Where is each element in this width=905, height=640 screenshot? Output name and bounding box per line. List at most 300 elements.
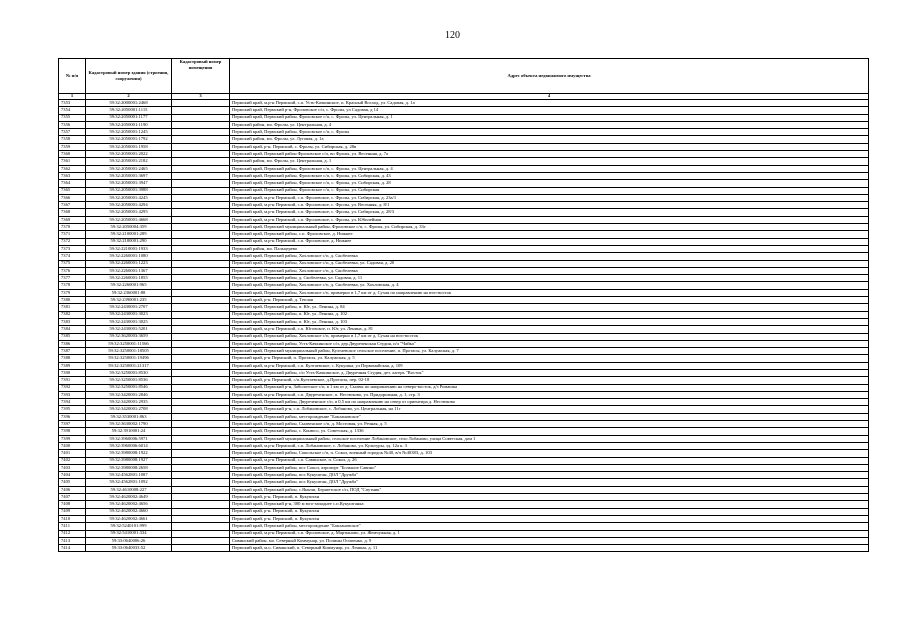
building-cadastral-number: 59:32:3250001:18505 <box>86 348 172 355</box>
building-cadastral-number: 59:32:2050001:1958 <box>86 143 172 150</box>
building-cadastral-number: 59:32:2050001:1177 <box>86 114 172 121</box>
property-address: Пермский край, р-н. Пермский, п. Кукуштан <box>230 515 869 522</box>
premises-cadastral-number <box>172 355 230 362</box>
building-cadastral-number: 59:32:3960006:6014 <box>86 442 172 449</box>
building-cadastral-number: 59:32:2000001:2468 <box>86 100 172 107</box>
property-address: Пермский край, м.р-н Пермский, с.п. Усть-Качкинское, п. Красный Восход, ул. Садовая, д. 1а <box>230 100 869 107</box>
premises-cadastral-number <box>172 202 230 209</box>
premises-cadastral-number <box>172 340 230 347</box>
building-cadastral-number: 59:32:3910001:24 <box>86 428 172 435</box>
premises-cadastral-number <box>172 121 230 128</box>
table-row <box>59 260 869 267</box>
column-number: 4 <box>230 94 869 100</box>
premises-cadastral-number <box>172 136 230 143</box>
table-row <box>59 530 869 537</box>
property-address: Пермский край, Пермский район, Хохловское с/п, д. Скобелевка <box>230 253 869 260</box>
row-number: 7372 <box>59 238 86 245</box>
premises-cadastral-number <box>172 194 230 201</box>
building-cadastral-number: 59:32:3960006:5971 <box>86 435 172 442</box>
row-number: 7393 <box>59 391 86 398</box>
header-number: № п/п <box>59 59 86 94</box>
building-cadastral-number: 59:32:4620002:4656 <box>86 501 172 508</box>
property-address: Пермский край, р-н. Пермский, д. Теплая <box>230 297 869 304</box>
table-row <box>59 107 869 114</box>
row-number: 7407 <box>59 494 86 501</box>
row-number: 7404 <box>59 472 86 479</box>
row-number: 7368 <box>59 209 86 216</box>
row-number: 7379 <box>59 289 86 296</box>
row-number: 7361 <box>59 158 86 165</box>
register-rows <box>59 100 869 552</box>
row-number: 7386 <box>59 340 86 347</box>
property-address: Пермский край, Пермский район, Усть-Качкинское с/п, дер.Двуреченская Студия, п/л "Чайка" <box>230 340 869 347</box>
table-row <box>59 479 869 486</box>
property-address: Пермский край, Пермский район, Хохловское с/п, д. Скобелевка <box>230 267 869 274</box>
building-cadastral-number: 59:32:2050001:2182 <box>86 158 172 165</box>
row-number: 7358 <box>59 136 86 143</box>
building-cadastral-number: 59:32:2050001:3988 <box>86 187 172 194</box>
table-row <box>59 297 869 304</box>
table-row <box>59 180 869 187</box>
building-cadastral-number: 59:32:2050001:4245 <box>86 194 172 201</box>
table-row <box>59 136 869 143</box>
premises-cadastral-number <box>172 464 230 471</box>
table-row <box>59 523 869 530</box>
table-row <box>59 114 869 121</box>
premises-cadastral-number <box>172 304 230 311</box>
table-row <box>59 348 869 355</box>
premises-cadastral-number <box>172 231 230 238</box>
property-address: Пермский край, Пермский район Фроловское с/п, во Фролы, ул. Весенняя, д. 7а <box>230 151 869 158</box>
table-row <box>59 304 869 311</box>
table-row <box>59 340 869 347</box>
building-cadastral-number: 59:32:3250001:8546 <box>86 384 172 391</box>
row-number: 7385 <box>59 333 86 340</box>
row-number: 7390 <box>59 369 86 376</box>
property-address: Пермский край, Пермский район, с. Конюсо, ул. Советская, д. 1336 <box>230 428 869 435</box>
property-address: Пермский край, м.р-н Пермский, с.п. Савинское, п. Сокол, д. 26 <box>230 457 869 464</box>
premises-cadastral-number <box>172 297 230 304</box>
table-row <box>59 165 869 172</box>
property-address: Пермский край, Пермский муниципальный район, Фроловское с/п, с. Фролы, ул. Сибирская, д. 33г <box>230 224 869 231</box>
property-address: Пермский край, Пермский район, Хохловское с/п, примерно в 1,7 км от д. Сухая по направлению на юго-восток <box>230 289 869 296</box>
property-address: Пермский район, мо. Фролы, ул. Центральная, д. 4 <box>230 121 869 128</box>
table-row <box>59 202 869 209</box>
table-row <box>59 224 869 231</box>
table-row <box>59 158 869 165</box>
table-row <box>59 238 869 245</box>
row-number: 7373 <box>59 245 86 252</box>
row-number: 7388 <box>59 355 86 362</box>
premises-cadastral-number <box>172 369 230 376</box>
building-cadastral-number: 59:32:2050001:1190 <box>86 121 172 128</box>
row-number: 7398 <box>59 428 86 435</box>
row-number: 7353 <box>59 100 86 107</box>
building-cadastral-number: 59:32:3420001:2708 <box>86 406 172 413</box>
property-address: Пермский край, Пермский район, Сокольское с/п, п. Сокол, военный городок №40, в/ч №40383, д. 103 <box>230 450 869 457</box>
building-cadastral-number: 59:32:2050001:4668 <box>86 216 172 223</box>
row-number: 7367 <box>59 202 86 209</box>
table-row <box>59 362 869 369</box>
row-number: 7377 <box>59 275 86 282</box>
building-cadastral-number: 59:32:2260001:1223 <box>86 260 172 267</box>
table-row <box>59 253 869 260</box>
building-cadastral-number: 59:32:4620002:4649 <box>86 494 172 501</box>
table-row <box>59 377 869 384</box>
row-number: 7394 <box>59 399 86 406</box>
premises-cadastral-number <box>172 224 230 231</box>
table-row <box>59 369 869 376</box>
table-row <box>59 428 869 435</box>
property-address: Пермский край, Пермский район, Фроловское с/п, с. Фролы, ул. Сибирская <box>230 187 869 194</box>
property-address: Пермский край, Пермский район, п. Юг, ул. Ленина, д. 102 <box>230 311 869 318</box>
table-row <box>59 100 869 107</box>
row-number: 7391 <box>59 377 86 384</box>
premises-cadastral-number <box>172 362 230 369</box>
property-address: Пермский край, р-н Пермский, с/п.Култаевское, д.Протасы, пер. 02-18 <box>230 377 869 384</box>
column-number: 2 <box>86 94 172 100</box>
premises-cadastral-number <box>172 100 230 107</box>
row-number: 7356 <box>59 121 86 128</box>
row-number: 7411 <box>59 523 86 530</box>
building-cadastral-number: 59:32:4620002:4661 <box>86 515 172 522</box>
table-row <box>59 318 869 325</box>
property-address: Пермский край, м.о. Сивинский, п. Северный Коммунар, ул. Ленина, д. 11 <box>230 545 869 552</box>
premises-cadastral-number <box>172 413 230 420</box>
table-row <box>59 267 869 274</box>
premises-cadastral-number <box>172 311 230 318</box>
row-number: 7366 <box>59 194 86 201</box>
row-number: 7365 <box>59 187 86 194</box>
table-row <box>59 413 869 420</box>
building-cadastral-number: 59:32:3530001:863 <box>86 413 172 420</box>
property-address: Пермский район, мо. Пальцерево <box>230 245 869 252</box>
row-number: 7414 <box>59 545 86 552</box>
premises-cadastral-number <box>172 129 230 136</box>
property-address: Пермский край, Пермский район, Фроловское с/п, с. Фролы, ул. Центральная, д. 4 <box>230 165 869 172</box>
property-address: Пермский край, Пермский муниципальный район, Култаевское сельское поселение, п. Протасы, ул. Калужская, д. 7 <box>230 348 869 355</box>
table-row <box>59 326 869 333</box>
row-number: 7410 <box>59 515 86 522</box>
property-address: Пермский край, Пермский р-н, Заболотское с/п, в 1 км от д. Сылвы по направлению на северо-восток, д/з Ромашка <box>230 384 869 391</box>
premises-cadastral-number <box>172 253 230 260</box>
row-number: 7380 <box>59 297 86 304</box>
property-address: Пермский край, Пермский район, п. Юг, ул. Ленина, д. 103 <box>230 318 869 325</box>
table-row <box>59 391 869 398</box>
table-row <box>59 282 869 289</box>
building-cadastral-number: 59:32:2260001:1367 <box>86 267 172 274</box>
premises-cadastral-number <box>172 245 230 252</box>
building-cadastral-number: 59:32:2210001:1933 <box>86 245 172 252</box>
property-address: Пермский край, м.р-н Пермский, с.п. Фроловское, с. Фролы, ул. Весенняя, д. 8/1 <box>230 202 869 209</box>
row-number: 7362 <box>59 165 86 172</box>
table-row <box>59 384 869 391</box>
row-number: 7363 <box>59 172 86 179</box>
table-row <box>59 121 869 128</box>
property-address: Пермский край, м.р-н Пермский, с.п. Лобановское, с. Лобаново, ул. Культуры, зд. 12а к. 3 <box>230 442 869 449</box>
premises-cadastral-number <box>172 216 230 223</box>
table-row <box>59 450 869 457</box>
row-number: 7374 <box>59 253 86 260</box>
property-address: Пермский край, м.р-н Пермский, с.п. Фроловское, д. Нижнее <box>230 238 869 245</box>
premises-cadastral-number <box>172 260 230 267</box>
row-number: 7384 <box>59 326 86 333</box>
row-number: 7395 <box>59 406 86 413</box>
table-row <box>59 435 869 442</box>
building-cadastral-number: 59:33:0640006:26 <box>86 537 172 544</box>
row-number: 7409 <box>59 508 86 515</box>
building-cadastral-number: 59:32:2050001:2022 <box>86 151 172 158</box>
premises-cadastral-number <box>172 428 230 435</box>
row-number: 7371 <box>59 231 86 238</box>
row-number: 7360 <box>59 151 86 158</box>
building-cadastral-number: 59:32:3980008:2658 <box>86 464 172 471</box>
property-address: Пермский край, Пермский район, Фроловское с/п, с. Фролы, ул. Центральная, д. 1 <box>230 114 869 121</box>
property-address: Пермский край, Пермский район, Хохловское с/п, д. Скобелевка, ул. Садовая, д. 20 <box>230 260 869 267</box>
building-cadastral-number: 59:32:3420001:2846 <box>86 391 172 398</box>
row-number: 7355 <box>59 114 86 121</box>
building-cadastral-number: 59:32:5240101:999 <box>86 523 172 530</box>
property-address: Пермский край, Пермский район, месторождение "Баклановское" <box>230 413 869 420</box>
table-row <box>59 187 869 194</box>
property-address: Пермский край, Пермский район, пос Кукуштан, ДОЛ "Дружба" <box>230 479 869 486</box>
row-number: 7401 <box>59 450 86 457</box>
row-number: 7397 <box>59 421 86 428</box>
property-address: Пермский край, Пермский район, Хохловское с/п, примерно в 1,7 км от д. Сухая на юго-восток <box>230 333 869 340</box>
premises-cadastral-number <box>172 275 230 282</box>
row-number: 7396 <box>59 413 86 420</box>
premises-cadastral-number <box>172 479 230 486</box>
building-cadastral-number: 59:32:3250001:11566 <box>86 340 172 347</box>
property-address: Пермский край, Пермский р-н, с.п. Лобановское, с. Лобаново, ул. Центральная, на 11г <box>230 406 869 413</box>
premises-cadastral-number <box>172 391 230 398</box>
table-row <box>59 151 869 158</box>
premises-cadastral-number <box>172 508 230 515</box>
building-cadastral-number: 59:32:2050001:4295 <box>86 209 172 216</box>
property-address: Пермский край, р-н. Пермский, п. Кукуштан <box>230 508 869 515</box>
row-number: 7370 <box>59 224 86 231</box>
property-address: Пермский край, м.р-н Пермский, с.п. Двуреченское, п. Нестюково, ул. Придорожная, д. 1, стр. 3 <box>230 391 869 398</box>
table-row <box>59 537 869 544</box>
premises-cadastral-number <box>172 238 230 245</box>
premises-cadastral-number <box>172 326 230 333</box>
building-cadastral-number: 59:32:2050001:1792 <box>86 136 172 143</box>
table-row <box>59 172 869 179</box>
building-cadastral-number: 59:32:3250001:8536 <box>86 377 172 384</box>
table-row <box>59 442 869 449</box>
table-row <box>59 501 869 508</box>
table-row <box>59 143 869 150</box>
property-address: Пермский край, р-н. Пермский, п. Кукуштан <box>230 494 869 501</box>
premises-cadastral-number <box>172 377 230 384</box>
building-cadastral-number: 59:32:3980008:1922 <box>86 450 172 457</box>
premises-cadastral-number <box>172 537 230 544</box>
property-address: Пермский край, Пермский район, с.Янычи, Бершетское с/п, ПОД "Спутник" <box>230 486 869 493</box>
building-cadastral-number: 59:32:3250001:8530 <box>86 369 172 376</box>
premises-cadastral-number <box>172 107 230 114</box>
table-row <box>59 245 869 252</box>
row-number: 7381 <box>59 304 86 311</box>
building-cadastral-number: 59:32:3620003:3659 <box>86 333 172 340</box>
table-row <box>59 333 869 340</box>
premises-cadastral-number <box>172 158 230 165</box>
table-row <box>59 515 869 522</box>
premises-cadastral-number <box>172 114 230 121</box>
premises-cadastral-number <box>172 348 230 355</box>
row-number: 7359 <box>59 143 86 150</box>
row-number: 7413 <box>59 537 86 544</box>
table-row <box>59 494 869 501</box>
building-cadastral-number: 59:32:2050004:359 <box>86 224 172 231</box>
table-row <box>59 421 869 428</box>
row-number: 7400 <box>59 442 86 449</box>
table-row <box>59 311 869 318</box>
building-cadastral-number: 59:32:3980008:1927 <box>86 457 172 464</box>
property-address: Пермский край, Пермский район, Фроловское с/п, с. Фролы, ул. Сибирская, д. 43 <box>230 172 869 179</box>
table-row <box>59 289 869 296</box>
building-cadastral-number: 59:32:4562801:1087 <box>86 472 172 479</box>
page-number: 120 <box>445 30 460 41</box>
row-number: 7357 <box>59 129 86 136</box>
row-number: 7387 <box>59 348 86 355</box>
property-address: Пермский край, Пермский район, Фроловское с/п, с. Фролы, ул. Сибирская, д. 28 <box>230 180 869 187</box>
property-address: Пермский край, Пермский район, пос Кукуштан, ДОЛ "Дружба" <box>230 472 869 479</box>
property-address: Пермский край, Пермский район, Двуреченское с/п, в 0,5 км по направлению на север от ориентира д. Нестюково <box>230 399 869 406</box>
premises-cadastral-number <box>172 209 230 216</box>
premises-cadastral-number <box>172 523 230 530</box>
property-address: Пермский край, м.р-н Пермский, с.п. Фроловское, с. Фролы, ул. Сибирская, д. 28/3 <box>230 209 869 216</box>
row-number: 7403 <box>59 464 86 471</box>
property-address: Пермский край, Пермский район, пос Сокол, аэропорт "Большое Савино" <box>230 464 869 471</box>
table-row <box>59 355 869 362</box>
building-cadastral-number: 59:32:4610008:227 <box>86 486 172 493</box>
premises-cadastral-number <box>172 318 230 325</box>
property-address: Пермский район, мо. Фролы, ул. Луговая, д. 1а <box>230 136 869 143</box>
row-number: 7369 <box>59 216 86 223</box>
building-cadastral-number: 59:32:3630002:1790 <box>86 421 172 428</box>
building-cadastral-number: 59:32:2100001:289 <box>86 231 172 238</box>
premises-cadastral-number <box>172 333 230 340</box>
table-row <box>59 194 869 201</box>
row-number: 7392 <box>59 384 86 391</box>
premises-cadastral-number <box>172 187 230 194</box>
building-cadastral-number: 59:32:3420001:2935 <box>86 399 172 406</box>
property-address: Пермский край, Пермский район, месторождение "Баклановское" <box>230 523 869 530</box>
property-address: Пермский район, мо. Фролы, ул. Центральная, д. 1 <box>230 158 869 165</box>
row-number: 7412 <box>59 530 86 537</box>
row-number: 7389 <box>59 362 86 369</box>
header-address: Адрес объекта недвижимого имущества <box>230 59 869 94</box>
building-cadastral-number: 59:32:4620002:4660 <box>86 508 172 515</box>
column-number: 1 <box>59 94 86 100</box>
premises-cadastral-number <box>172 399 230 406</box>
premises-cadastral-number <box>172 501 230 508</box>
premises-cadastral-number <box>172 442 230 449</box>
row-number: 7383 <box>59 318 86 325</box>
building-cadastral-number: 59:32:3250001:19496 <box>86 355 172 362</box>
premises-cadastral-number <box>172 282 230 289</box>
table-row <box>59 275 869 282</box>
row-number: 7378 <box>59 282 86 289</box>
row-number: 7406 <box>59 486 86 493</box>
building-cadastral-number: 59:32:2260001:1080 <box>86 253 172 260</box>
premises-cadastral-number <box>172 151 230 158</box>
premises-cadastral-number <box>172 384 230 391</box>
row-number: 7405 <box>59 479 86 486</box>
table-row <box>59 231 869 238</box>
building-cadastral-number: 59:32:2050001:3697 <box>86 172 172 179</box>
premises-cadastral-number <box>172 421 230 428</box>
premises-cadastral-number <box>172 406 230 413</box>
premises-cadastral-number <box>172 165 230 172</box>
property-address: Пермский край, м.р-н Пермский, с.п. Фроловское, с. Фролы, ул. Юбилейная <box>230 216 869 223</box>
property-address: Пермский край, Пермский муниципальный район, сельское поселение Лобановское, село Лобаново, улица Советская, дом 1 <box>230 435 869 442</box>
property-address: Пермский край, Пермский район, п. Юг, ул. Ленина, д. 84 <box>230 304 869 311</box>
premises-cadastral-number <box>172 515 230 522</box>
property-address: Сивинский район, мо. Северный Коммунар, ул. Полины Осипенко, д. 9 <box>230 537 869 544</box>
table-row <box>59 209 869 216</box>
table-row <box>59 406 869 413</box>
building-cadastral-number: 59:32:2050001:3947 <box>86 180 172 187</box>
table-row <box>59 486 869 493</box>
premises-cadastral-number <box>172 530 230 537</box>
building-cadastral-number: 59:32:3250001:21317 <box>86 362 172 369</box>
row-number: 7376 <box>59 267 86 274</box>
row-number: 7364 <box>59 180 86 187</box>
property-address: Пермский край, р-н. Пермский, с. Фролы, ул. Сибирская, д. 28в <box>230 143 869 150</box>
property-address: Пермский край, м.р-н Пермский, с.п. Юговское, п. Юг, ул. Ленина, д. 81 <box>230 326 869 333</box>
premises-cadastral-number <box>172 435 230 442</box>
premises-cadastral-number <box>172 450 230 457</box>
building-cadastral-number: 59:32:2430001:3023 <box>86 311 172 318</box>
property-address: Пермский край, м.р-н Пермский, с.п. Фроловское, д. Мартыново, ул. Жемчужная, д. 1 <box>230 530 869 537</box>
property-address: Пермский край, Пермский р-н, 300 м юго-западнее с.п.Кукуштанка <box>230 501 869 508</box>
table-row <box>59 472 869 479</box>
table-row <box>59 545 869 552</box>
premises-cadastral-number <box>172 143 230 150</box>
table-row <box>59 129 869 136</box>
header-building-cadastral: Кадастровый номер здания (строения, сооружения) <box>86 59 172 94</box>
property-address: Пермский край, Пермский район, Сылвенское с/п, д. Мостовая, ул. Речная, д. 5 <box>230 421 869 428</box>
property-address: Пермский край, Пермский район, д. Скобелевка, ул. Садовая, д. 11 <box>230 275 869 282</box>
building-cadastral-number: 59:32:2360001:88 <box>86 289 172 296</box>
premises-cadastral-number <box>172 267 230 274</box>
building-cadastral-number: 59:32:2050001:1115 <box>86 107 172 114</box>
table-row <box>59 508 869 515</box>
building-cadastral-number: 59:32:2050001:1245 <box>86 129 172 136</box>
premises-cadastral-number <box>172 180 230 187</box>
property-address: Пермский край, м.р-н Пермский, с.п. Култаевское, с. Кукушка, ул Первомайская, д. 109 <box>230 362 869 369</box>
building-cadastral-number: 59:33:0640033:52 <box>86 545 172 552</box>
premises-cadastral-number <box>172 545 230 552</box>
property-address: Пермский край, м.р-н Пермский, с.п. Фроловское, с. Фролы, ул. Сибирская, д. 23а/1 <box>230 194 869 201</box>
column-number: 3 <box>172 94 230 100</box>
property-address: Пермский край, Пермский район, с/п Усть-Качкинское, д. Двуречная Студия, дет. лагерь "Восток" <box>230 369 869 376</box>
building-cadastral-number: 59:32:4562801:1092 <box>86 479 172 486</box>
building-cadastral-number: 59:32:2390001:235 <box>86 297 172 304</box>
row-number: 7375 <box>59 260 86 267</box>
premises-cadastral-number <box>172 457 230 464</box>
property-address: Пермский край, Пермский район, с.п. Фроловское, д. Нижнее <box>230 231 869 238</box>
row-number: 7382 <box>59 311 86 318</box>
property-address: Пермский край, Пермский р-н, Фроловское с/п, с. Фролы, ул Садовая, д 14 <box>230 107 869 114</box>
building-cadastral-number: 59:32:2430001:3025 <box>86 318 172 325</box>
table-row <box>59 457 869 464</box>
building-cadastral-number: 59:32:2100001:290 <box>86 238 172 245</box>
row-number: 7402 <box>59 457 86 464</box>
property-address: Пермский край, Пермский район, Хохловское с/п, д. Скобелевка, ул. Хохловская, д. 4 <box>230 282 869 289</box>
property-address: Пермский край, р-н Пермский, п. Протасы, ул. Калужская, д. 5 <box>230 355 869 362</box>
